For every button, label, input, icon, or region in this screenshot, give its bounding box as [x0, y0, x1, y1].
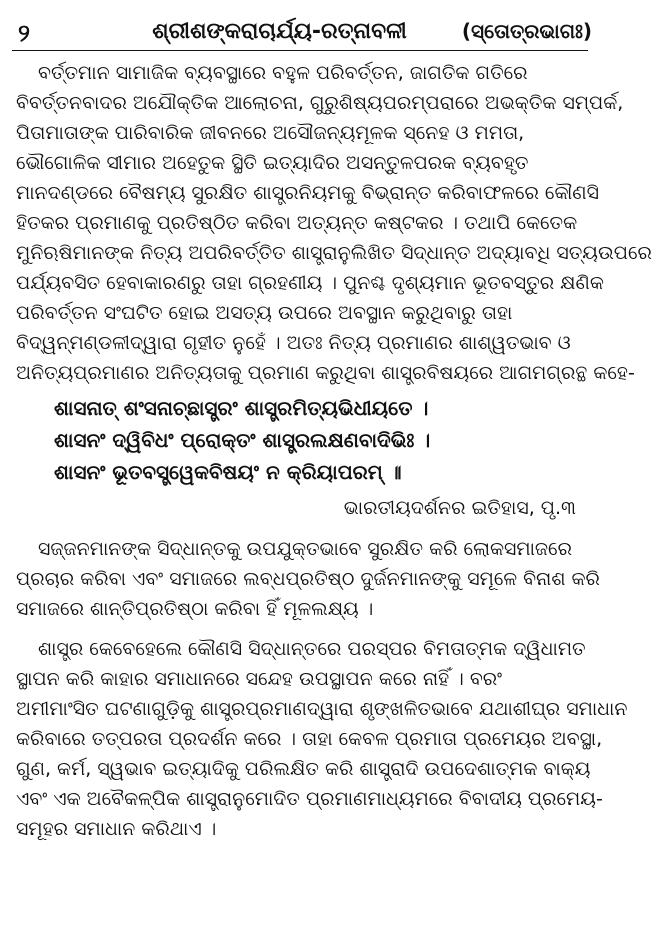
text-line: ମାନଦଣ୍ଡରେ ବୈଷମ୍ୟ ସୁରକ୍ଷିତ ଶାସ୍ତ୍ରନିୟମକୁ ବିଭ୍ରାନ୍ତ କରିବାଫଳରେ କୌଣସି — [16, 182, 600, 204]
text-line: ପିତାମାତାଙ୍କ ପାରିବାରିକ ଜୀବନରେ ଅସୌଜନ୍ୟମୂଳକ ସ୍ନେହ ଓ ମମତା, — [16, 122, 525, 144]
page-body — [16, 58, 652, 844]
verse-line: ଶାସନାତ୍ ଶଂସନାଚ୍ଛାସ୍ତ୍ରଂ ଶାସ୍ତ୍ରମିତ୍ୟଭିଧୀୟତେ । — [54, 396, 429, 420]
text-line: ଗୁଣ, କର୍ମ, ସ୍ୱଭାବ ଇତ୍ୟାଦିକୁ ପରିଲକ୍ଷିତ କରି ଶାସ୍ତ୍ରାଦି ଉପଦେଶାତ୍ମକ ବାକ୍ୟ — [16, 758, 591, 780]
paragraph-1 — [16, 58, 652, 388]
paragraph-gap — [16, 524, 580, 534]
text-line: ମୁନିଋଷିମାନଙ୍କ ନିତ୍ୟ ଅପରିବର୍ତ୍ତିତ ଶାସ୍ତ୍ରାନୁଲିଖିତ ସିଦ୍ଧାନ୍ତ ଅଦ୍ୟାବଧି ସତ୍ୟଉପରେ — [16, 242, 652, 264]
verse-line: ଶାସନଂ ଭୂତବସ୍ତ୍ୱେକବିଷୟଂ ନ କ୍ରିୟାପରମ୍ ॥ — [54, 460, 402, 484]
text-line: ପରିବର୍ତ୍ତନ ସଂଘଟିତ ହୋଇ ଅସତ୍ୟ ଉପରେ ଅବସ୍ଥାନ କରୁଥିବାରୁ ତାହା — [16, 302, 513, 324]
running-header — [12, 16, 592, 50]
header-rule — [12, 50, 588, 51]
text-line: ସମୂହର ସମାଧାନ କରିଥାଏ । — [16, 818, 217, 840]
text-line: ହିତକର ପ୍ରମାଣକୁ ପ୍ରତିଷ୍ଠିତ କରିବା ଅତ୍ୟନ୍ତ କଷ୍ଟକର । ତଥାପି କେତେକ — [16, 212, 578, 234]
text-line: ଭୌଗୋଳିକ ସୀମାର ଅହେତୁକ ସ୍ଥିତି ଇତ୍ୟାଦିର ଅସନ୍ତୁଳପରକ ବ୍ୟବହୃତ — [16, 152, 529, 174]
text-line: ସମାଜରେ ଶାନ୍ତିପ୍ରତିଷ୍ଠା କରିବା ହିଁ ମୂଳଲକ୍ଷ୍ୟ । — [16, 598, 374, 620]
text-line: ପ୍ରଚାର କରିବା ଏବଂ ସମାଜରେ ଲବ୍ଧପ୍ରତିଷ୍ଠ ଦୁର୍ଜନମାନଙ୍କୁ ସମୂଳେ ବିନାଶ କରି — [16, 568, 600, 590]
paragraph-2 — [16, 534, 600, 624]
text-line: ଅମୀମାଂସିତ ଘଟଣାଗୁଡ଼ିକୁ ଶାସ୍ତ୍ରପ୍ରମାଣଦ୍ୱାରା ଶୃଙ୍ଖଳିତଭାବେ ଯଥାଶୀଘ୍ର ସମାଧାନ — [16, 698, 628, 720]
section-tag: (ସ୍ତୋତ୍ରଭାଗଃ) — [461, 19, 592, 43]
page-number: ୨ — [18, 19, 30, 47]
text-line: ସ୍ଥାପନ କରି କାହାର ସମାଧାନରେ ସନ୍ଦେହ ଉପସ୍ଥାପନ କରେ ନାହିଁ । ବରଂ — [16, 668, 503, 690]
text-line: ଏବଂ ଏକ ଅବୈକଳ୍ପିକ ଶାସ୍ତ୍ରାନୁମୋଦିତ ପ୍ରମାଣମାଧ୍ୟମରେ ବିବାଦୀୟ ପ୍ରମେୟ- — [16, 788, 603, 810]
verse-line: ଶାସନଂ ଦ୍ୱିବିଧଂ ପ୍ରୋକ୍ତଂ ଶାସ୍ତ୍ରଲକ୍ଷଣବାଦିଭିଃ । — [54, 428, 431, 452]
text-line: ଅନିତ୍ୟପ୍ରମାଣର ଅନିତ୍ୟତାକୁ ପ୍ରମାଣ କରୁଥିବା ଶାସ୍ତ୍ରବିଷୟରେ ଆଗମଗ୍ରନ୍ଥ କହେ- — [16, 362, 635, 384]
text-line: ବିଦ୍ୱନ୍ମଣ୍ଡଳୀଦ୍ୱାରା ଗୃହୀତ ନୁହେଁ । ଅତଃ ନିତ୍ୟ ପ୍ରମାଣର ଶାଶ୍ୱତଭାବ ଓ — [16, 332, 571, 354]
running-title: ଶ୍ରୀଶଙ୍କରାଚାର୍ଯ୍ୟ-ରତ୍ନାବଳୀ — [152, 19, 407, 44]
text-line: ବିବର୍ତ୍ତନବାଦର ଅଯୌକ୍ତିକ ଆଲୋଚନା, ଗୁରୁଶିଷ୍ୟପରମ୍ପରାରେ ଅଭକ୍ତିକ ସମ୍ପର୍କ, — [16, 92, 624, 114]
text-line: ବର୍ତ୍ତମାନ ସାମାଜିକ ବ୍ୟବସ୍ଥାରେ ବହୁଳ ପରିବର୍ତ୍ତନ, ଜାଗତିକ ଗତିରେ — [38, 62, 528, 84]
text-line: ଶାସ୍ତ୍ର କେବେହେଲେ କୌଣସି ସିଦ୍ଧାନ୍ତରେ ପରସ୍ପର ବିମତାତ୍ମକ ଦ୍ୱିଧାମତ — [38, 638, 586, 660]
paragraph-3 — [16, 634, 628, 844]
text-line: ସଜ୍ଜନମାନଙ୍କ ସିଦ୍ଧାନ୍ତକୁ ଉପଯୁକ୍ତଭାବେ ସୁରକ୍ଷିତ କରି ଲୋକସମାଜରେ — [38, 538, 572, 560]
paragraph-gap — [16, 624, 580, 634]
verse-citation: ଭାରତୀୟଦର୍ଶନର ଇତିହାସ, ପୃ.୩ — [343, 497, 576, 519]
text-line: ପର୍ଯ୍ୟବସିତ ହେବାକାରଣରୁ ତାହା ଗ୍ରହଣୀୟ । ପୁନଶ୍ଚ ଦୃଶ୍ୟମାନ ଭୂତବସ୍ତୁର କ୍ଷଣିକ — [16, 272, 604, 294]
text-line: କରିବାରେ ତତ୍ପରତା ପ୍ରଦର୍ଶନ କରେ । ତାହା କେବଳ ପ୍ରମାତା ପ୍ରମେୟର ଅବସ୍ଥା, — [16, 728, 603, 750]
sanskrit-verse — [16, 392, 580, 488]
